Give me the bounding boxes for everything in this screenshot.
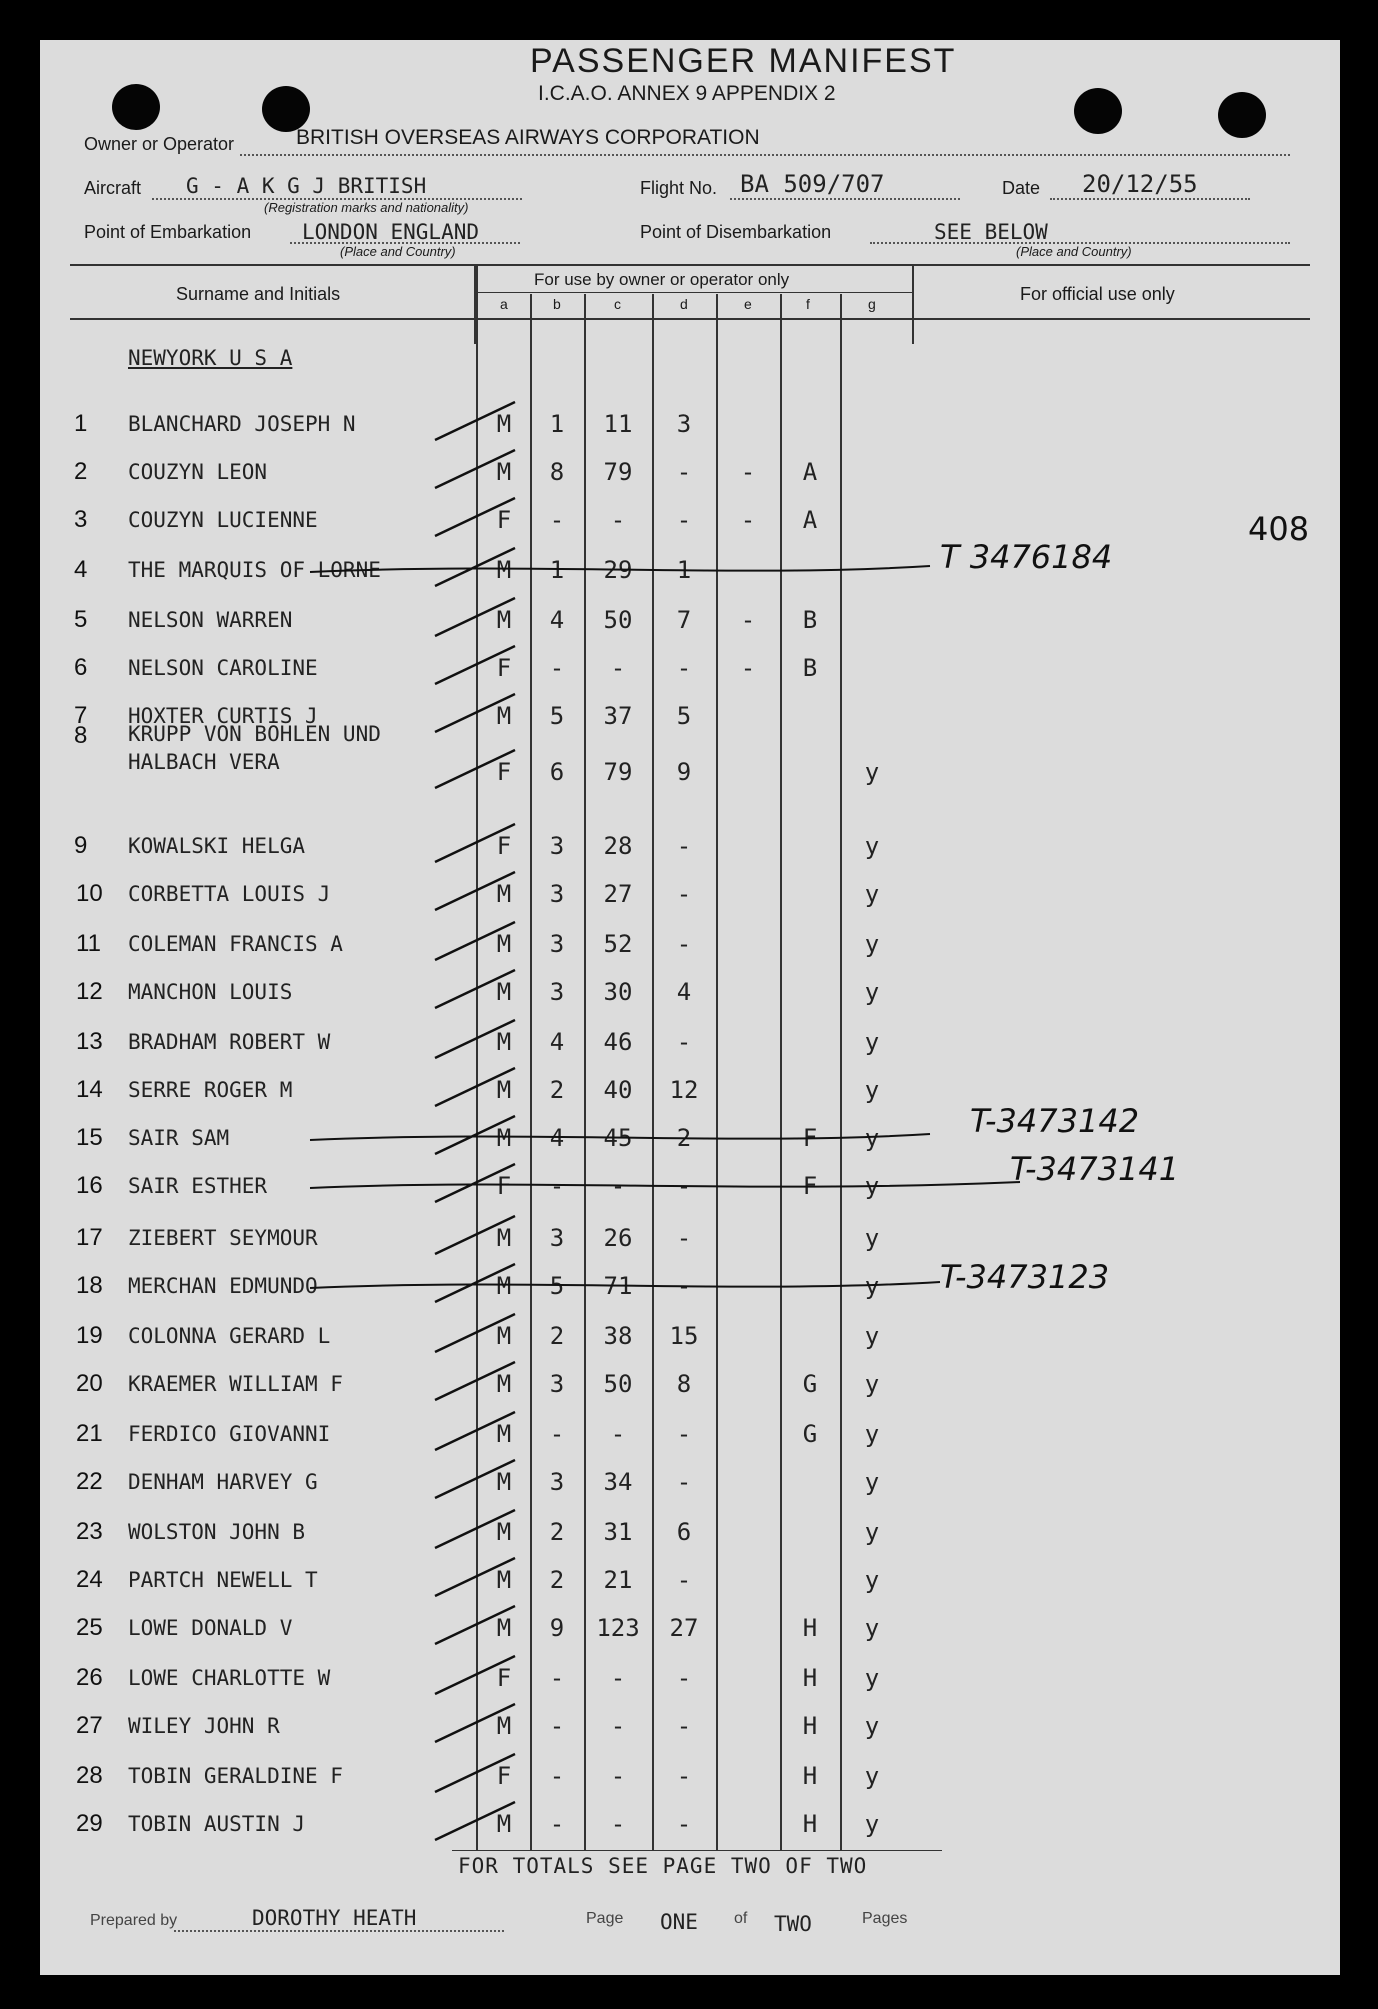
row-number: 11 (76, 930, 101, 957)
check-mark (435, 1264, 515, 1302)
disembark-note: (Place and Country) (1016, 244, 1132, 259)
cell-d: 1 (676, 556, 692, 584)
cell-c: 29 (603, 556, 633, 584)
section-destination: NEWYORK U S A (128, 346, 293, 370)
cell-d: - (676, 880, 692, 908)
owner-label: Owner or Operator (84, 134, 235, 154)
subcol-letter: c (614, 296, 621, 312)
cell-b: - (549, 506, 565, 534)
cell-e: - (740, 506, 756, 534)
check-mark (435, 1164, 515, 1202)
cell-b: 2 (549, 1518, 565, 1546)
row-number: 25 (76, 1614, 103, 1641)
subcol-letter: e (744, 296, 752, 312)
passenger-name: THE MARQUIS OF LORNE (128, 558, 381, 582)
passenger-name: MERCHAN EDMUNDO (128, 1274, 318, 1298)
check-mark (435, 1068, 515, 1106)
cell-g: y (864, 1028, 880, 1056)
cell-a: M (496, 1076, 512, 1104)
cell-a: M (496, 1124, 512, 1152)
cell-f: A (802, 506, 818, 534)
row-number: 28 (76, 1762, 103, 1789)
cell-e: - (740, 458, 756, 486)
row-number: 19 (76, 1322, 103, 1349)
cell-a: M (496, 1224, 512, 1252)
cell-b: - (549, 1420, 565, 1448)
passenger-name: WOLSTON JOHN B (128, 1520, 306, 1544)
cell-f: G (802, 1420, 818, 1448)
check-mark (435, 750, 515, 788)
cell-c: 27 (603, 880, 633, 908)
passenger-name: SERRE ROGER M (128, 1078, 293, 1102)
cell-c: 79 (603, 458, 633, 486)
check-mark (435, 1656, 515, 1694)
cell-c: 30 (603, 978, 633, 1006)
passenger-name: MANCHON LOUIS (128, 980, 293, 1004)
cell-d: 4 (676, 978, 692, 1006)
cell-b: 3 (549, 978, 565, 1006)
strike-line (310, 1282, 940, 1288)
row-number: 22 (76, 1468, 103, 1495)
cell-f: A (802, 458, 818, 486)
passenger-name: KOWALSKI HELGA (128, 834, 306, 858)
check-mark (435, 1020, 515, 1058)
cell-f: H (802, 1762, 818, 1790)
cell-d: 2 (676, 1124, 692, 1152)
col-surname-header: Surname and Initials (176, 284, 341, 304)
cell-a: M (496, 1028, 512, 1056)
passenger-name: WILEY JOHN R (128, 1714, 280, 1738)
row-number: 8 (74, 722, 88, 749)
cell-c: 50 (603, 1370, 633, 1398)
ticket-annotation-row16: T-3473141 (1010, 1150, 1180, 1188)
cell-b: 2 (549, 1076, 565, 1104)
cell-d: - (676, 930, 692, 958)
cell-d: 3 (676, 410, 692, 438)
cell-f: B (802, 654, 818, 682)
passenger-name: LOWE CHARLOTTE W (128, 1666, 331, 1690)
cell-d: - (676, 1664, 692, 1692)
cell-b: 3 (549, 880, 565, 908)
date-value: 20/12/55 (1082, 170, 1198, 198)
cell-g: y (864, 1566, 880, 1594)
cell-d: - (676, 1712, 692, 1740)
row-number: 14 (76, 1076, 103, 1103)
prepared-label: Prepared by (90, 1912, 178, 1929)
check-mark (435, 402, 515, 440)
check-mark (435, 1314, 515, 1352)
cell-g: y (864, 1712, 880, 1740)
page-label: Page (586, 1910, 624, 1927)
check-mark (435, 1558, 515, 1596)
check-mark (435, 1460, 515, 1498)
cell-d: - (676, 1172, 692, 1200)
row-number: 6 (74, 654, 88, 681)
cell-b: - (549, 1712, 565, 1740)
row-number: 21 (76, 1420, 103, 1447)
row-number: 15 (76, 1124, 103, 1151)
cell-f: F (802, 1172, 818, 1200)
cell-a: M (496, 1712, 512, 1740)
cell-d: - (676, 1028, 692, 1056)
check-mark (435, 1216, 515, 1254)
cell-b: 5 (549, 1272, 565, 1300)
cell-c: - (610, 1420, 626, 1448)
aircraft-value: G - A K G J BRITISH (186, 174, 427, 198)
cell-d: - (676, 458, 692, 486)
row-number: 7 (74, 702, 88, 729)
passenger-name: TOBIN AUSTIN J (128, 1812, 306, 1836)
passenger-name: BLANCHARD JOSEPH N (128, 412, 356, 436)
cell-d: - (676, 1468, 692, 1496)
cell-c: 38 (603, 1322, 633, 1350)
cell-b: 4 (549, 1124, 565, 1152)
cell-b: 3 (549, 930, 565, 958)
row-number: 1 (74, 410, 88, 437)
cell-a: M (496, 1272, 512, 1300)
row-number: 29 (76, 1810, 103, 1837)
cell-e: - (740, 654, 756, 682)
cell-b: 2 (549, 1566, 565, 1594)
subcol-letter: f (806, 296, 810, 312)
cell-d: 15 (669, 1322, 699, 1350)
subcol-letter: d (680, 296, 688, 312)
row-number: 26 (76, 1664, 103, 1691)
cell-a: M (496, 702, 512, 730)
manifest-subtitle: I.C.A.O. ANNEX 9 APPENDIX 2 (538, 82, 836, 105)
cell-c: - (610, 1810, 626, 1838)
cell-g: y (864, 930, 880, 958)
cell-a: M (496, 458, 512, 486)
cell-g: y (864, 1468, 880, 1496)
flight-label: Flight No. (640, 178, 718, 198)
passenger-name: CORBETTA LOUIS J (128, 882, 331, 906)
row-number: 18 (76, 1272, 103, 1299)
passenger-name: LOWE DONALD V (128, 1616, 293, 1640)
cell-g: y (864, 1172, 880, 1200)
owner-value: BRITISH OVERSEAS AIRWAYS CORPORATION (296, 126, 760, 149)
cell-d: 5 (676, 702, 692, 730)
pages-label: Pages (862, 1910, 908, 1927)
cell-f: H (802, 1810, 818, 1838)
cell-g: y (864, 1272, 880, 1300)
disembark-value: SEE BELOW (934, 220, 1048, 244)
cell-c: 40 (603, 1076, 633, 1104)
cell-c: - (610, 1762, 626, 1790)
embark-value: LONDON ENGLAND (302, 220, 480, 244)
cell-a: F (496, 832, 512, 860)
check-mark (435, 970, 515, 1008)
aircraft-note: (Registration marks and nationality) (264, 200, 469, 215)
passenger-name-cont: HALBACH VERA (128, 750, 280, 774)
cell-a: M (496, 978, 512, 1006)
cell-d: - (676, 1224, 692, 1252)
totals-note: FOR TOTALS SEE PAGE TWO OF TWO (458, 1854, 868, 1878)
subcol-letter: a (500, 296, 508, 312)
cell-g: y (864, 1420, 880, 1448)
prepared-value: DOROTHY HEATH (252, 1906, 417, 1930)
cell-b: 9 (549, 1614, 565, 1642)
cell-b: 3 (549, 1468, 565, 1496)
disembark-label: Point of Disembarkation (640, 222, 832, 242)
check-mark (435, 1704, 515, 1742)
cell-a: F (496, 1172, 512, 1200)
cell-a: F (496, 1762, 512, 1790)
cell-b: 3 (549, 1224, 565, 1252)
passenger-name: COUZYN LEON (128, 460, 268, 484)
passenger-name: ZIEBERT SEYMOUR (128, 1226, 318, 1250)
cell-a: M (496, 1566, 512, 1594)
passenger-name: KRAEMER WILLIAM F (128, 1372, 343, 1396)
cell-f: B (802, 606, 818, 634)
check-mark (435, 1802, 515, 1840)
embark-note: (Place and Country) (340, 244, 456, 259)
cell-c: 45 (603, 1124, 633, 1152)
cell-a: M (496, 1468, 512, 1496)
cell-g: y (864, 1124, 880, 1152)
cell-g: y (864, 1614, 880, 1642)
ticket-annotation-row18: T-3473123 (940, 1258, 1110, 1296)
cell-a: F (496, 758, 512, 786)
cell-a: F (496, 506, 512, 534)
row-number: 13 (76, 1028, 103, 1055)
cell-c: 34 (603, 1468, 633, 1496)
check-mark (435, 922, 515, 960)
col-official-header: For official use only (1020, 284, 1175, 304)
cell-a: F (496, 654, 512, 682)
cell-g: y (864, 1518, 880, 1546)
passenger-name: NELSON CAROLINE (128, 656, 318, 680)
page-annotation: 408 (1248, 510, 1310, 548)
cell-c: 71 (603, 1272, 633, 1300)
cell-a: M (496, 1810, 512, 1838)
page-value: ONE (660, 1910, 698, 1934)
cell-d: - (676, 832, 692, 860)
row-number: 27 (76, 1712, 103, 1739)
passenger-name: DENHAM HARVEY G (128, 1470, 318, 1494)
cell-a: M (496, 880, 512, 908)
cell-g: y (864, 1762, 880, 1790)
hand-marks (40, 40, 1340, 1975)
cell-d: - (676, 1762, 692, 1790)
cell-b: 6 (549, 758, 565, 786)
row-number: 12 (76, 978, 103, 1005)
cell-c: 123 (596, 1614, 640, 1642)
row-number: 9 (74, 832, 88, 859)
cell-a: M (496, 930, 512, 958)
row-number: 24 (76, 1566, 103, 1593)
of-label: of (734, 1910, 748, 1927)
cell-a: M (496, 1614, 512, 1642)
passenger-name: PARTCH NEWELL T (128, 1568, 318, 1592)
manifest-page (40, 40, 1340, 1975)
passenger-name: HOXTER CURTIS J (128, 704, 318, 728)
row-number: 20 (76, 1370, 103, 1397)
cell-g: y (864, 1370, 880, 1398)
date-label: Date (1002, 178, 1041, 198)
strike-line (310, 566, 930, 572)
cell-a: M (496, 410, 512, 438)
subcol-letter: b (553, 296, 561, 312)
flight-value: BA 509/707 (740, 170, 885, 198)
of-value: TWO (774, 1912, 812, 1936)
passenger-name: COLONNA GERARD L (128, 1324, 331, 1348)
cell-b: 2 (549, 1322, 565, 1350)
cell-g: y (864, 1810, 880, 1838)
cell-d: - (676, 654, 692, 682)
passenger-name: SAIR ESTHER (128, 1174, 268, 1198)
ticket-annotation-row15: T-3473142 (970, 1102, 1140, 1140)
cell-b: - (549, 1762, 565, 1790)
cell-d: 12 (669, 1076, 699, 1104)
row-number: 10 (76, 880, 103, 907)
strike-line (310, 1182, 1020, 1188)
cell-c: - (610, 1664, 626, 1692)
check-mark (435, 1606, 515, 1644)
row-number: 4 (74, 556, 88, 583)
cell-b: - (549, 1810, 565, 1838)
col-operator-header: For use by owner or operator only (534, 270, 790, 289)
cell-b: - (549, 1664, 565, 1692)
cell-f: H (802, 1614, 818, 1642)
passenger-name: BRADHAM ROBERT W (128, 1030, 331, 1054)
cell-c: 52 (603, 930, 633, 958)
cell-d: - (676, 1810, 692, 1838)
cell-d: - (676, 506, 692, 534)
cell-g: y (864, 978, 880, 1006)
cell-d: 9 (676, 758, 692, 786)
cell-f: H (802, 1664, 818, 1692)
check-mark (435, 1412, 515, 1450)
cell-c: - (610, 1172, 626, 1200)
row-number: 5 (74, 606, 88, 633)
cell-b: - (549, 654, 565, 682)
check-mark (435, 1754, 515, 1792)
row-number: 2 (74, 458, 88, 485)
cell-d: 6 (676, 1518, 692, 1546)
manifest-title: PASSENGER MANIFEST (530, 42, 957, 80)
cell-c: 11 (603, 410, 633, 438)
check-mark (435, 598, 515, 636)
cell-c: 31 (603, 1518, 633, 1546)
cell-a: M (496, 1370, 512, 1398)
cell-g: y (864, 1076, 880, 1104)
row-number: 17 (76, 1224, 103, 1251)
row-number: 3 (74, 506, 88, 533)
cell-d: 27 (669, 1614, 699, 1642)
cell-d: 8 (676, 1370, 692, 1398)
passenger-name: COUZYN LUCIENNE (128, 508, 318, 532)
row-number: 16 (76, 1172, 103, 1199)
check-mark (435, 450, 515, 488)
cell-c: 46 (603, 1028, 633, 1056)
row-number: 23 (76, 1518, 103, 1545)
cell-c: 26 (603, 1224, 633, 1252)
cell-b: 4 (549, 1028, 565, 1056)
check-mark (435, 694, 515, 732)
cell-a: M (496, 606, 512, 634)
embark-label: Point of Embarkation (84, 222, 252, 242)
cell-c: - (610, 1712, 626, 1740)
cell-g: y (864, 832, 880, 860)
cell-g: y (864, 1322, 880, 1350)
cell-d: - (676, 1420, 692, 1448)
check-mark (435, 548, 515, 586)
check-mark (435, 1362, 515, 1400)
cell-a: M (496, 1518, 512, 1546)
cell-g: y (864, 880, 880, 908)
cell-a: M (496, 1420, 512, 1448)
passenger-name: COLEMAN FRANCIS A (128, 932, 343, 956)
passenger-name: KRUPP VON BOHLEN UND (128, 722, 381, 746)
cell-a: M (496, 556, 512, 584)
cell-f: G (802, 1370, 818, 1398)
passenger-name: SAIR SAM (128, 1126, 230, 1150)
cell-g: y (864, 758, 880, 786)
check-mark (435, 646, 515, 684)
cell-a: M (496, 1322, 512, 1350)
cell-b: 3 (549, 832, 565, 860)
check-mark (435, 872, 515, 910)
passenger-name: TOBIN GERALDINE F (128, 1764, 343, 1788)
cell-d: - (676, 1566, 692, 1594)
strike-line (310, 1134, 930, 1140)
check-mark (435, 1116, 515, 1154)
cell-b: 1 (549, 556, 565, 584)
passenger-name: NELSON WARREN (128, 608, 293, 632)
cell-d: - (676, 1272, 692, 1300)
ticket-annotation-row4: T 3476184 (940, 538, 1113, 576)
cell-g: y (864, 1224, 880, 1252)
cell-c: 21 (603, 1566, 633, 1594)
check-mark (435, 1510, 515, 1548)
cell-b: 1 (549, 410, 565, 438)
cell-c: 37 (603, 702, 633, 730)
cell-b: 8 (549, 458, 565, 486)
cell-f: H (802, 1712, 818, 1740)
check-mark (435, 824, 515, 862)
cell-a: F (496, 1664, 512, 1692)
cell-b: 4 (549, 606, 565, 634)
subcol-letter: g (868, 296, 876, 312)
cell-g: y (864, 1664, 880, 1692)
cell-c: 50 (603, 606, 633, 634)
cell-c: 28 (603, 832, 633, 860)
cell-b: 3 (549, 1370, 565, 1398)
cell-d: 7 (676, 606, 692, 634)
cell-f: F (802, 1124, 818, 1152)
cell-c: - (610, 654, 626, 682)
cell-e: - (740, 606, 756, 634)
cell-b: 5 (549, 702, 565, 730)
cell-b: - (549, 1172, 565, 1200)
aircraft-label: Aircraft (84, 178, 142, 198)
cell-c: - (610, 506, 626, 534)
passenger-name: FERDICO GIOVANNI (128, 1422, 331, 1446)
cell-c: 79 (603, 758, 633, 786)
check-mark (435, 498, 515, 536)
